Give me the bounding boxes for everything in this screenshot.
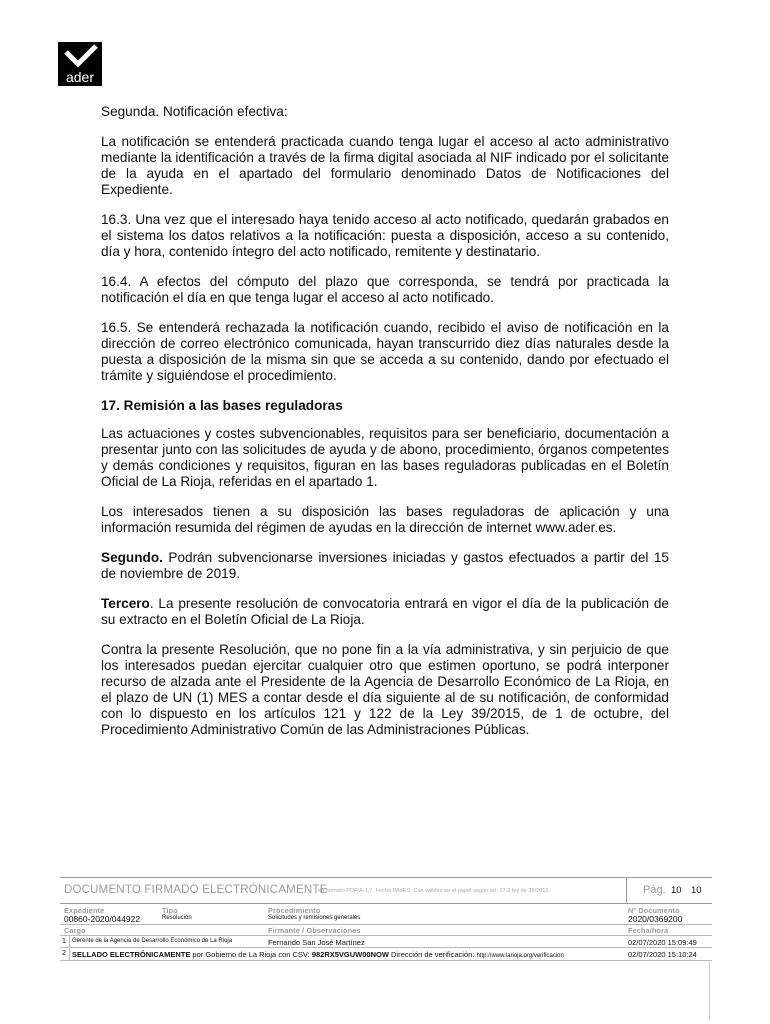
footer-expediente-row [60, 904, 712, 925]
paragraph-tercero [101, 596, 669, 628]
paragraph-segunda-heading: Segunda. Notificación efectiva: [101, 104, 288, 119]
segundo-text: Podrán subvencionarse inversiones iniciadas y gastos efectuados a partir del 15 de noviembre de 2019. [101, 550, 669, 581]
signed-title: DOCUMENTO FIRMADO ELECTRÓNICAMENTE [64, 884, 328, 896]
tercero-text: . La presente resolución de convocatoria entrará en vigor el día de la publicación de su extracto en el Boletín Oficial de La Rioja. [101, 596, 669, 627]
num-documento-value: 2020/0369200 [628, 914, 683, 924]
signer-number: 1 [62, 938, 66, 945]
seal-row [60, 948, 712, 961]
section-17-heading: 17. Remisión a las bases reguladoras [101, 398, 343, 413]
document-body [101, 104, 669, 752]
seal-label: SELLADO ELECTRÓNICAMENTE [72, 950, 191, 959]
expediente-value: 00860-2020/044922 [64, 914, 141, 924]
seal-verif-url: http://www.larioja.org/verificacion [476, 953, 564, 959]
segundo-label: Segundo. [101, 550, 163, 565]
label-expediente: Expediente [64, 906, 105, 915]
paragraph-interesados: Los interesados tienen a su disposición las bases reguladoras de aplicación y una información resumida del régimen de ayudas en la dirección de internet www.ader.es. [101, 504, 669, 535]
page-label: Pág. [643, 884, 666, 896]
signer-cargo: Gerente de la Agencia de Desarrollo Económico de La Rioja [72, 938, 233, 944]
signer-firmante: Fernando San José Martínez [268, 938, 365, 947]
paragraph-16-3: 16.3. Una vez que el interesado haya tenido acceso al acto notificado, quedarán grabados en el sistema los datos relativos a la notificación: puesta a disposición, acceso a su contenido, día y hora, contenido íntegro del acto notificado, remitente y destinatario. [101, 212, 669, 259]
label-num-documento: Nº Documento [628, 906, 680, 915]
paragraph-recurso: Contra la presente Resolución, que no pone fin a la vía administrativa, y sin perjuicio de que los interesados puedan ejercitar cualquier otro que estimen oportuno, se podrá interponer recurso de alzada ante el Presidente de la Agencia de Desarrollo Económico de La Rioja, en el plazo de UN (1) MES a contar desde el día siguiente al de su notificación, de conformidad con lo dispuesto en los artículos 121 y 122 de la Ley 39/2015, de 1 de octubre, del Procedimiento Administrativo Común de las Administraciones Públicas. [101, 642, 669, 737]
procedimiento-value: Solicitudes y remisiones generales [268, 915, 361, 921]
seal-by: por Gobierno de La Rioja con CSV: [190, 950, 312, 959]
tercero-label: Tercero [101, 596, 150, 611]
paragraph-notificacion: La notificación se entenderá practicada cuando tenga lugar el acceso al acto administrativo mediante la identificación a través de la firma digital asociada al NIF indicado por el solicitante de la ayuda en el apartado del formulario denominado Datos de Notificaciones del Expediente. [101, 134, 669, 197]
signed-subtitle: en formato PDF/A-1.7. Fecha PAdES. Con validez en el papel según art. 27.3 ley de 39/2015 [318, 888, 549, 894]
seal-fecha: 02/07/2020 15:10:24 [628, 950, 697, 959]
page-edge-line [709, 960, 710, 1020]
footer-header [60, 877, 712, 904]
label-firmante: Firmante / Observaciones [268, 926, 361, 935]
signer-fecha: 02/07/2020 15:09:49 [628, 938, 697, 947]
label-cargo: Cargo [64, 926, 86, 935]
paragraph-actuaciones: Las actuaciones y costes subvencionables, requisitos para ser beneficiario, documentación a presentar junto con las solicitudes de ayuda y de abono, procedimiento, órganos competentes y demás condiciones y requisitos, figuran en las bases reguladoras publicadas en el Boletín Oficial de La Rioja, referidas en el apartado 1. [101, 426, 669, 489]
paragraph-16-4: 16.4. A efectos del cómputo del plazo que corresponda, se tendrá por practicada la notificación el día en que tenga lugar el acceso al acto notificado. [101, 274, 669, 305]
svg-text:ader: ader [65, 69, 95, 85]
seal-number: 2 [62, 950, 66, 957]
footer-cargo-header-row [60, 925, 712, 936]
seal-text [72, 950, 564, 959]
label-fecha: Fecha/hora [628, 926, 669, 935]
paragraph-16-5: 16.5. Se entenderá rechazada la notificación cuando, recibido el aviso de notificación en la dirección de correo electrónico comunicada, hayan transcurrido diez días naturales desde la puesta a disposición de la misma sin que se acceda a su contenido, dando por efectuado el trámite y siguiéndose el procedimiento. [101, 320, 669, 383]
tipo-value: Resolución [162, 915, 192, 921]
label-procedimiento: Procedimiento [268, 906, 321, 915]
label-tipo: Tipo [162, 906, 178, 915]
page-number: 10 [671, 885, 682, 896]
seal-verif-label: Dirección de verificación: [388, 950, 477, 959]
signature-footer [60, 877, 712, 961]
seal-csv: 982RX5VGUW00NOW [311, 950, 389, 959]
paragraph-segundo [101, 550, 669, 582]
page-total: 10 [691, 885, 702, 896]
page-indicator [626, 878, 713, 903]
signer-row [60, 936, 712, 948]
ader-logo [58, 42, 102, 86]
